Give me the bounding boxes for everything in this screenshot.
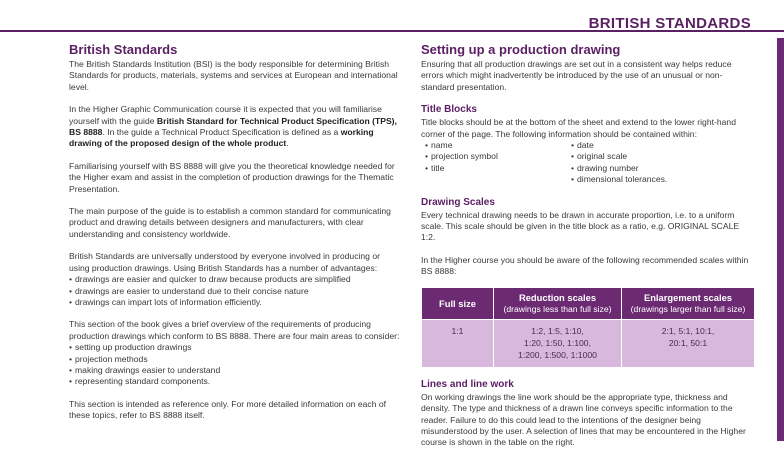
production-drawing-heading: Setting up a production drawing xyxy=(421,42,621,57)
reduction-cell: 1:2, 1:5, 1:10, 1:20, 1:50, 1:100, 1:200, 1:500, 1:1000 xyxy=(494,319,622,367)
list-item: • drawings are easier and quicker to draw because products are simplified xyxy=(69,274,401,285)
advantages-intro: British Standards are universally understood by everyone involved in producing or using production drawings. Using British Standards has a number of advantages: xyxy=(69,251,380,273)
reduction-header: Reduction scales (drawings less than full size) xyxy=(494,287,622,319)
title-blocks-text: Title blocks should be at the bottom of the sheet and extend to the lower right-hand corner of the page. The following information should be contained within: xyxy=(421,117,736,139)
table-header-row xyxy=(422,287,755,319)
page-edge-strip xyxy=(777,38,784,441)
full-size-header: Full size xyxy=(422,287,494,319)
full-size-cell: 1:1 xyxy=(422,319,494,367)
recommended-scales-text: In the Higher course you should be aware of the following recommended scales within BS 8888: xyxy=(421,254,749,277)
list-item: • making drawings easier to understand xyxy=(69,365,401,376)
list-item: • drawings are easier to understand due to their concise nature xyxy=(69,286,401,297)
drawing-scales-heading: Drawing Scales xyxy=(421,196,495,208)
list-item: • original scale xyxy=(571,151,741,162)
list-item: • title xyxy=(425,163,571,174)
list-item: • date xyxy=(571,140,741,151)
guide-paragraph: In the Higher Graphic Communication course it is expected that you will familiarise yourself with the guide British Standard for Technical Product Specification (TPS), BS 8888. In the guide a Technical Product Specification is defined as a working drawing of the proposed design of the whole product. xyxy=(69,104,397,149)
list-item: • drawing number xyxy=(571,163,741,174)
production-intro: Ensuring that all production drawings are set out in a consistent way helps reduce errors which might inadvertently be introduced by the use of an unusual or non-standard presentation. xyxy=(421,59,732,92)
section-title: BRITISH STANDARDS xyxy=(588,15,751,32)
list-item: • name xyxy=(425,140,571,151)
left-column xyxy=(69,42,401,422)
scales-table xyxy=(421,287,755,368)
british-standards-heading: British Standards xyxy=(69,42,178,57)
list-item: • projection symbol xyxy=(425,151,571,162)
list-item: • setting up production drawings xyxy=(69,342,401,353)
list-item: • drawings can impart lots of information efficiently. xyxy=(69,297,401,308)
title-block-list-1 xyxy=(421,140,571,186)
right-column xyxy=(421,42,755,449)
list-item: • projection methods xyxy=(69,354,401,365)
purpose-paragraph: The main purpose of the guide is to establish a common standard for communicating product and drawing details between designers and manufacturers, with clear understanding and consistency worldwide. xyxy=(69,206,391,239)
familiarising-paragraph: Familiarising yourself with BS 8888 will give you the theoretical knowledge needed for the Higher exam and assist in the completion of production drawings for the Thematic Presentation. xyxy=(69,160,395,194)
list-item: • representing standard components. xyxy=(69,376,401,387)
reference-paragraph: This section is intended as reference only. For more detailed information on each of these topics, refer to BS 8888 itself. xyxy=(69,398,387,421)
areas-list xyxy=(69,342,401,388)
advantages-list xyxy=(69,274,401,308)
overview-paragraph: This section of the book gives a brief overview of the requirements of producing production drawings which conform to BS 8888. There are four main areas to consider: xyxy=(69,319,400,341)
title-block-list-2 xyxy=(571,140,741,186)
bsi-paragraph: The British Standards Institution (BSI) is the body responsible for determining British Standards for products, materials, systems and services at European and international level. xyxy=(69,59,398,92)
title-block-items xyxy=(421,140,755,186)
lines-heading: Lines and line work xyxy=(421,378,514,390)
list-item: • dimensional tolerances. xyxy=(571,174,741,185)
title-blocks-heading: Title Blocks xyxy=(421,104,477,116)
drawing-scales-text: Every technical drawing needs to be drawn in accurate proportion, i.e. to a uniform scale. This scale should be given in the title block as a ratio, e.g. ORIGINAL SCALE 1:2. xyxy=(421,209,740,243)
table-row xyxy=(422,319,755,367)
enlargement-header: Enlargement scales (drawings larger than full size) xyxy=(622,287,755,319)
enlargement-cell: 2:1, 5:1, 10:1, 20:1, 50:1 xyxy=(622,319,755,367)
lines-text: On working drawings the line work should be the appropriate type, thickness and density. The type and thickness of a drawn line conveys specific information to the reader. Failure to do this could lead to the intentions of the designer being misunderstood by the user. A selection of lines that may be encountered in the Higher course is shown in the table on the right. xyxy=(421,391,746,448)
